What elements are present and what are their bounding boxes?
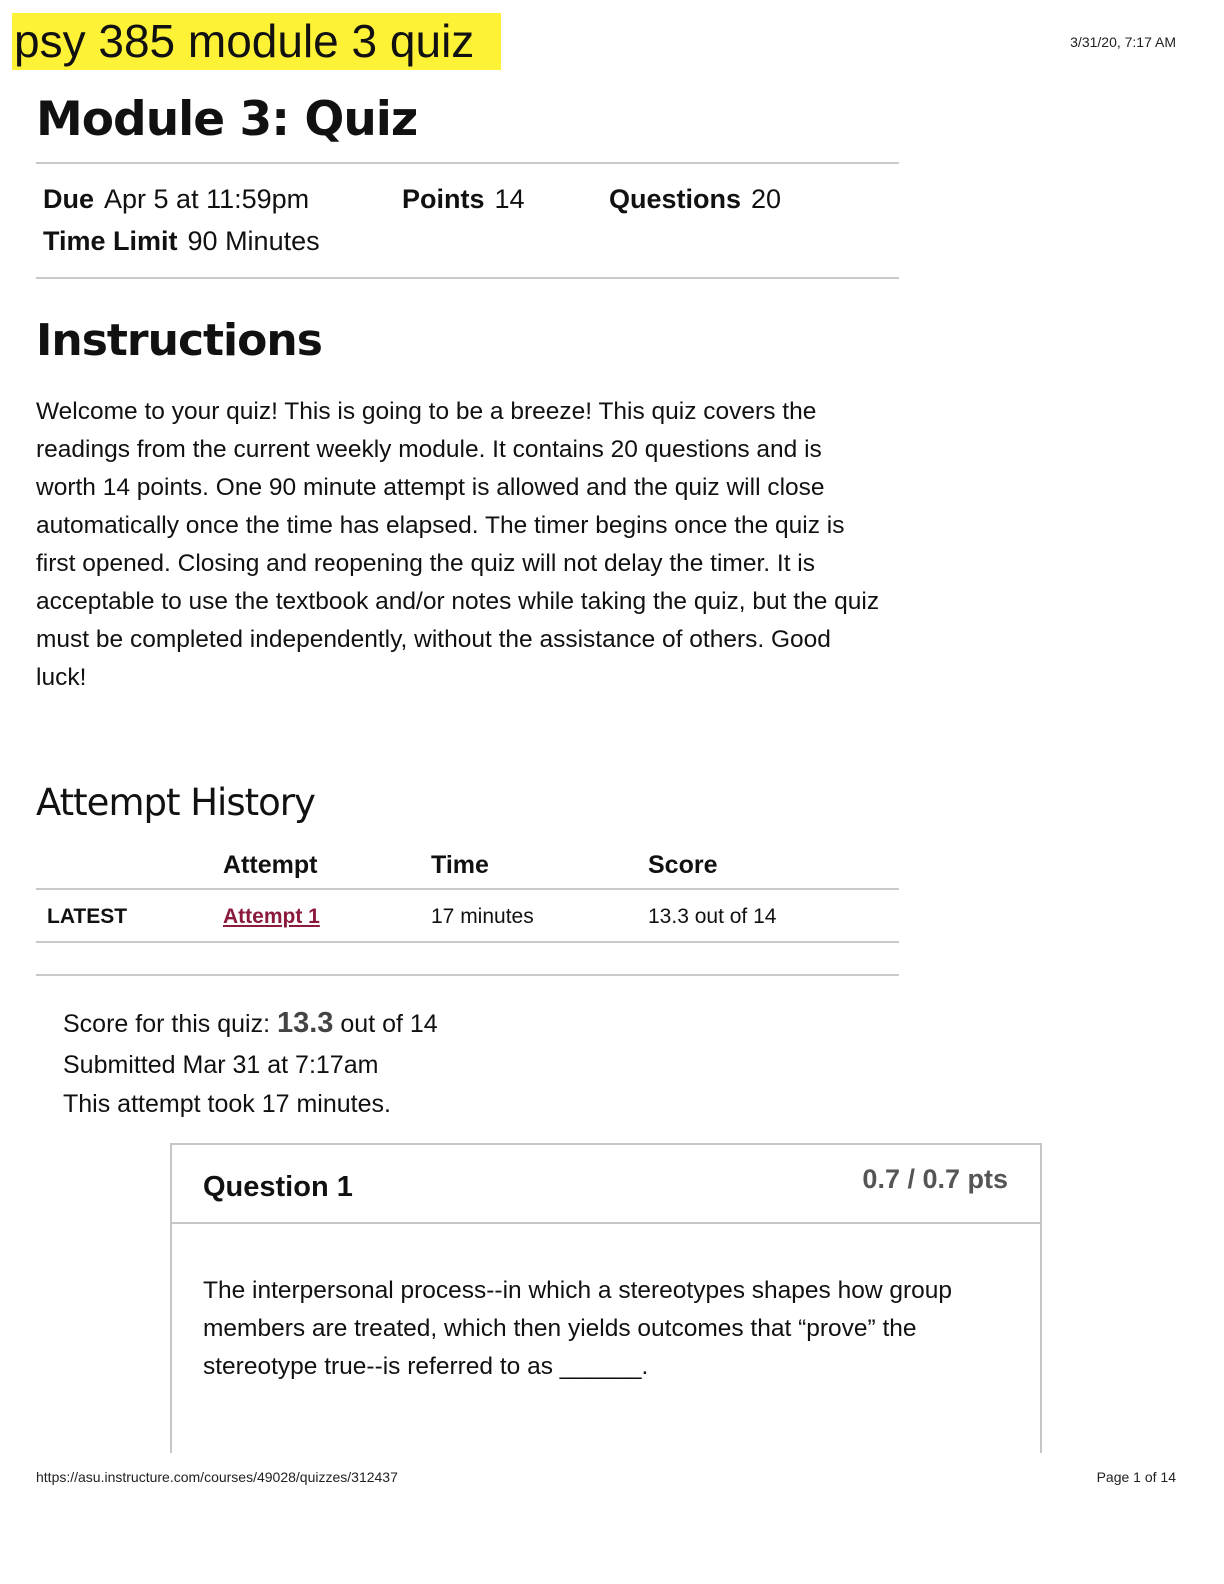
divider <box>36 974 899 976</box>
attempt-duration: This attempt took 17 minutes. <box>63 1090 391 1118</box>
points-value: 14 <box>494 184 525 214</box>
question-card <box>170 1143 1042 1453</box>
due-info <box>43 184 309 215</box>
question-title: Question 1 <box>203 1171 353 1203</box>
divider <box>36 162 899 164</box>
attempt-time: 17 minutes <box>431 905 534 928</box>
time-limit-info <box>43 226 320 257</box>
question-text: The interpersonal process--in which a stereotypes shapes how group members are treated, which then yields outcomes that “prove” the stereotype true--is referred to as ______. <box>203 1277 953 1380</box>
document-label: psy 385 module 3 quiz <box>12 13 501 70</box>
attempt-score: 13.3 out of 14 <box>648 905 777 928</box>
footer-url: https://asu.instructure.com/courses/49028/quizzes/312437 <box>36 1469 398 1485</box>
column-header-time: Time <box>431 851 489 879</box>
questions-info <box>609 184 781 215</box>
score-value: 13.3 <box>276 1007 334 1039</box>
page-title: Module 3: Quiz <box>36 92 418 147</box>
points-info <box>402 184 525 215</box>
question-points: 0.7 / 0.7 pts <box>862 1164 1008 1194</box>
score-suffix: out of 14 <box>340 1010 438 1038</box>
time-limit-label: Time Limit <box>43 226 178 256</box>
questions-value: 20 <box>751 184 782 214</box>
print-timestamp: 3/31/20, 7:17 AM <box>1070 34 1176 50</box>
question-header <box>172 1145 1040 1224</box>
time-limit-value: 90 Minutes <box>187 226 320 256</box>
column-header-score: Score <box>648 851 718 879</box>
footer-page-number: Page 1 of 14 <box>1096 1469 1176 1485</box>
due-label: Due <box>43 184 95 214</box>
questions-label: Questions <box>609 184 742 214</box>
due-value: Apr 5 at 11:59pm <box>104 184 310 214</box>
column-header-attempt: Attempt <box>223 851 318 879</box>
attempt-history-heading: Attempt History <box>36 781 315 824</box>
score-prefix: Score for this quiz: <box>63 1010 271 1038</box>
attempt-1-link[interactable]: Attempt 1 <box>223 905 320 928</box>
table-row-divider <box>36 941 899 943</box>
instructions-heading: Instructions <box>36 315 322 366</box>
submitted-time: Submitted Mar 31 at 7:17am <box>63 1051 379 1079</box>
points-label: Points <box>402 184 485 214</box>
latest-badge: LATEST <box>47 905 128 928</box>
instructions-text: Welcome to your quiz! This is going to be a breeze! This quiz covers the readings from the current weekly module. It contains 20 questions and is worth 14 points. One 90 minute attempt is allowed and the quiz will close automatically once the time has elapsed. The timer begins once the quiz is first opened. Closing and reopening the quiz will not delay the timer. It is acceptable to use the textbook and/or notes while taking the quiz, but the quiz must be completed independently, without the assistance of others. Good luck! <box>36 398 880 691</box>
quiz-score-line <box>63 1007 438 1040</box>
divider <box>36 277 899 279</box>
table-header-divider <box>36 888 899 890</box>
